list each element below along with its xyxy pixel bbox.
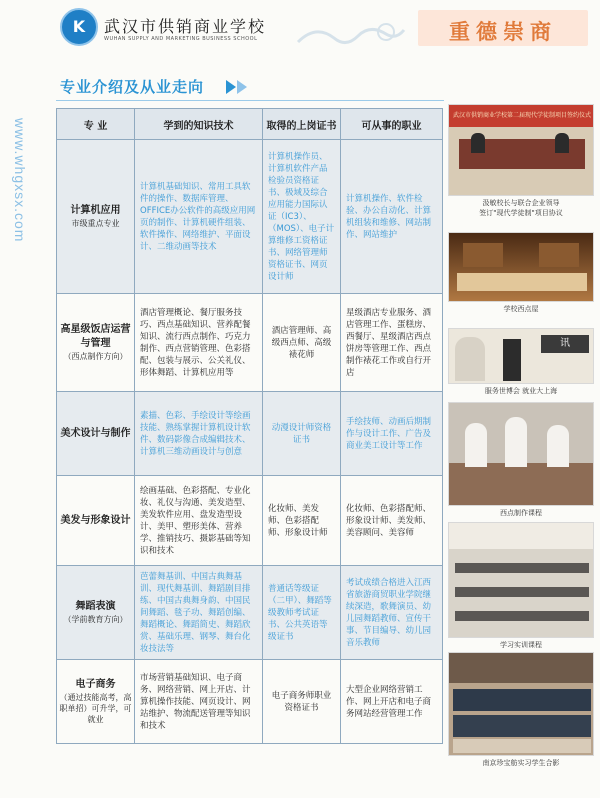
header-knowledge: 学到的知识技术 [135, 109, 263, 140]
banner-text: 武汉市供销商业学校第二届现代学徒制项目签约仪式 [449, 105, 594, 127]
photo-caption: 学习实训课程 [500, 641, 542, 649]
knowledge-cell: 素描、色彩、手绘设计等绘画技能、熟练掌握计算机设计软件、数码影像合成编辑技术、计算机三维动画设计与创意 [135, 392, 263, 476]
photo-expo-service [448, 328, 594, 396]
table-row [57, 660, 443, 744]
knowledge-cell: 芭蕾舞基训、中国古典舞基训、现代舞基训、舞蹈剧目排练、中国古典舞身韵、中国民间舞蹈、毯子功、舞蹈创编、舞蹈概论、舞蹈简史、舞蹈欣赏、基础乐理、钢琴、舞台化妆技法等 [135, 566, 263, 660]
photo-caption-line2: 签订"现代学徒制"项目协议 [479, 209, 563, 217]
certificates-cell: 普通话等级证（二甲）、舞蹈等级教师考试证书、公共英语等级证书 [263, 566, 341, 660]
photo-image [448, 402, 594, 506]
major-label: 电子商务 [75, 679, 116, 690]
photo-pastry-class [448, 402, 594, 518]
certificates-cell: 化妆师、美发师、色彩搭配师、形象设计师 [263, 476, 341, 566]
table-row [57, 294, 443, 392]
header-certificates: 取得的上岗证书 [263, 109, 341, 140]
website-url-text: www.whgxsx.com [12, 118, 28, 243]
certificates-cell: 计算机操作员、计算机软件产品检验员资格证书、极域及综合应用能力国际认证（IC3）、（MOS）、电子计算维修工资格证书、网络管理师资格证书、网页设计师 [263, 140, 341, 294]
certificates-cell: 电子商务师职业资格证书 [263, 660, 341, 744]
table-row [57, 476, 443, 566]
major-name [57, 294, 135, 392]
school-english-name: WUHAN SUPPLY AND MARKETING BUSINESS SCHOOL [104, 36, 258, 42]
photo-image [448, 652, 594, 756]
table-header-row [57, 109, 443, 140]
major-label: 高星级饭店运营与管理 [60, 324, 131, 349]
header-careers: 可从事的职业 [341, 109, 443, 140]
arrow-right-icon [226, 80, 236, 94]
photo-training-class [448, 522, 594, 650]
photo-internship-group [448, 652, 594, 768]
major-name [57, 140, 135, 294]
arrow-right-icon [237, 80, 247, 94]
major-label: 计算机应用 [70, 205, 121, 216]
careers-cell: 手绘技师、动画后期制作与设计工作、广告及商业美工设计等工作 [341, 392, 443, 476]
certificates-cell: 动漫设计师资格证书 [263, 392, 341, 476]
page-header [0, 0, 600, 62]
major-label: 舞蹈表演 [75, 601, 116, 612]
careers-cell: 考试成绩合格进入江西省旅游商贸职业学院继续深造，歌舞演员、幼儿园舞蹈教师、宣传干事、节目编导、幼儿园音乐教师 [341, 566, 443, 660]
photo-image: 讯 [448, 328, 594, 384]
photo-image [448, 232, 594, 302]
photo-image [448, 522, 594, 638]
careers-cell: 计算机操作、软件检验、办公自动化、计算机组装和维修、网站制作、网站维护 [341, 140, 443, 294]
major-label: 美术设计与制作 [60, 427, 131, 439]
knowledge-cell: 计算机基础知识、常用工具软件的操作、数据库管理、OFFICE办公软件的高级应用网页的制作、计算机硬件组装、软件操作、网络维护、平面设计、二维动画等技术 [135, 140, 263, 294]
table-row [57, 392, 443, 476]
major-name [57, 566, 135, 660]
photo-caption: 南京珍宝舫实习学生合影 [482, 759, 560, 767]
photo-signing-ceremony [448, 104, 594, 218]
photo-caption: 西点制作课程 [500, 509, 542, 517]
photo-caption: 学校西点屋 [503, 305, 539, 313]
major-note: （西点制作方向） [63, 352, 128, 361]
section-divider [56, 100, 444, 101]
major-label: 美发与形象设计 [60, 514, 131, 526]
knowledge-cell: 绘画基础、色彩搭配、专业化妆、礼仪与沟通、美发造型、美发软件应用、盘发造型设计、美甲、塑形美体、营养学、推销技巧、摄影基础等知识和技术 [135, 476, 263, 566]
major-name [57, 660, 135, 744]
major-name [57, 392, 135, 476]
careers-cell: 星级酒店专业服务、酒店管理工作、蛋糕房、西餐厅、星级酒店西点饼房等管理工作、西点制作裱花工作或自行开店 [341, 294, 443, 392]
motto-banner [418, 10, 588, 46]
photo-bakery-shop [448, 232, 594, 314]
photo-caption: 服务世博会 就业大上海 [484, 387, 558, 395]
photo-caption: 汲敏校长与联合企业领导 [482, 199, 560, 207]
major-name [57, 476, 135, 566]
school-logo-icon: K [60, 8, 98, 46]
motto-text: 重德崇商 [449, 19, 557, 44]
program-table [56, 108, 443, 744]
careers-cell: 化妆师、色彩搭配师、形象设计师、美发师、美容顾问、美容师 [341, 476, 443, 566]
careers-cell: 大型企业网络营销工作、网上开店和电子商务网站经营管理工作 [341, 660, 443, 744]
photo-image [448, 104, 594, 196]
table-row [57, 566, 443, 660]
header-major: 专 业 [57, 109, 135, 140]
knowledge-cell: 市场营销基础知识、电子商务、网络营销、网上开店、计算机操作技能、网页设计、网站维护、物流配送管理等知识和技术 [135, 660, 263, 744]
major-note: （学前教育方向） [63, 615, 128, 624]
major-note: 市级重点专业 [71, 219, 120, 228]
cloud-swirl-icon [296, 18, 406, 52]
section-title: 专业介绍及从业走向 [60, 78, 205, 96]
major-note: （通过技能高考，高职单招）可升学，可就业 [59, 693, 132, 724]
school-name: 武汉市供销商业学校 [104, 17, 267, 36]
table-row [57, 140, 443, 294]
certificates-cell: 酒店管理师、高级西点师、高级裱花师 [263, 294, 341, 392]
side-website-url [6, 118, 34, 288]
knowledge-cell: 酒店管理概论、餐厅服务技巧、西点基础知识、营养配餐知识、流行西点制作、巧克力制作、西点营销管理、色彩搭配、包装与展示、公关礼仪、形体舞蹈、计算机应用等 [135, 294, 263, 392]
